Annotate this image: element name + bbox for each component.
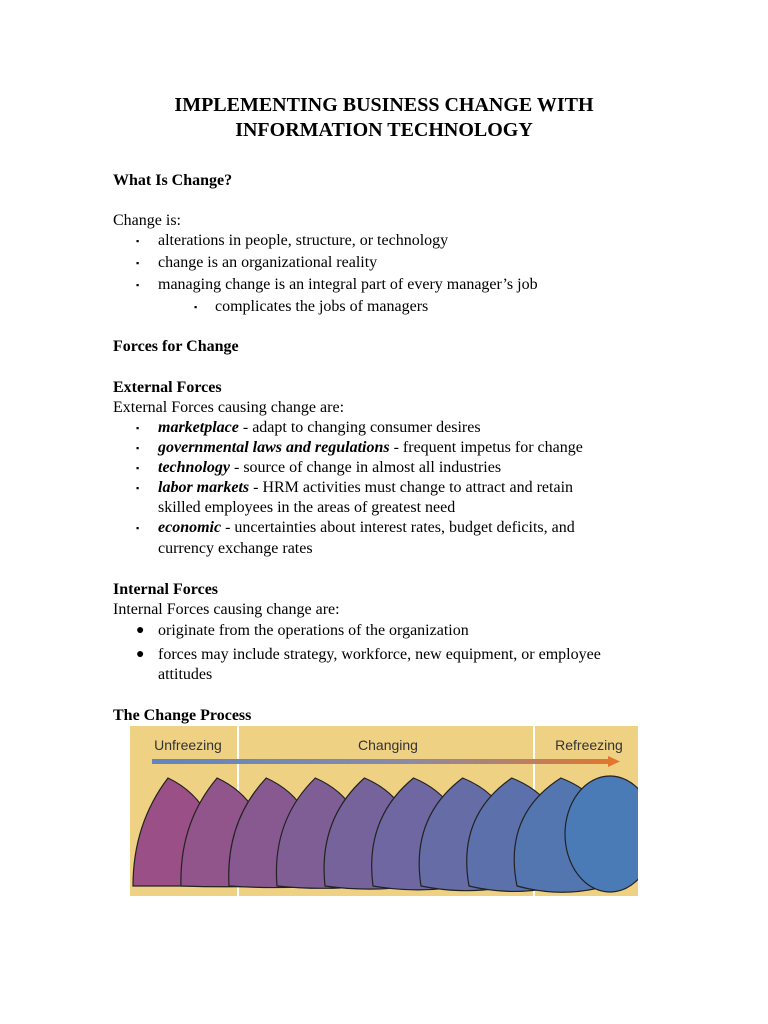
external-term: governmental laws and regulations — [158, 439, 390, 456]
bullet-square-icon: ▪ — [136, 280, 140, 290]
internal-intro: Internal Forces causing change are: — [113, 601, 340, 618]
external-item-economic — [158, 518, 575, 538]
document-title — [0, 93, 768, 143]
external-desc: - source of change in almost all industries — [230, 459, 502, 476]
morphing-shapes — [133, 776, 638, 892]
external-intro: External Forces causing change are: — [113, 399, 345, 416]
bullet-square-icon: ▪ — [136, 236, 140, 246]
external-item-economic-cont: currency exchange rates — [158, 540, 313, 557]
external-item-labor — [158, 478, 573, 498]
external-desc: - HRM activities must change to attract and retain — [249, 479, 574, 496]
heading-forces-for-change: Forces for Change — [113, 338, 239, 355]
label-changing: Changing — [358, 737, 418, 753]
progress-arrow-shaft — [152, 759, 612, 764]
external-term: economic — [158, 519, 222, 536]
bullet-square-icon: ▪ — [136, 423, 140, 433]
title-line-2: INFORMATION TECHNOLOGY — [235, 119, 533, 141]
external-desc: - frequent impetus for change — [389, 439, 583, 456]
change-item-2: change is an organizational reality — [158, 254, 378, 271]
external-term: labor markets — [158, 479, 250, 496]
external-term: marketplace — [158, 419, 239, 436]
change-process-figure — [130, 726, 638, 896]
change-item-3: managing change is an integral part of every manager’s job — [158, 276, 538, 293]
heading-change-process: The Change Process — [113, 707, 252, 724]
external-item-marketplace — [158, 418, 481, 438]
bullet-square-icon: ▪ — [136, 443, 140, 453]
label-unfreezing: Unfreezing — [154, 737, 222, 753]
heading-external-forces: External Forces — [113, 379, 222, 396]
bullet-square-icon: ▪ — [136, 483, 140, 493]
internal-item-2: forces may include strategy, workforce, new equipment, or employee — [158, 646, 601, 663]
bullet-round-icon: ● — [136, 647, 145, 662]
external-item-labor-cont: skilled employees in the areas of greatest need — [158, 499, 456, 516]
external-desc: - uncertainties about interest rates, budget deficits, and — [221, 519, 575, 536]
bullet-square-icon: ▪ — [136, 523, 140, 533]
bullet-square-icon: ▪ — [136, 463, 140, 473]
change-item-1: alterations in people, structure, or technology — [158, 232, 449, 249]
external-term: technology — [158, 459, 230, 476]
title-line-1: IMPLEMENTING BUSINESS CHANGE WITH — [174, 94, 594, 116]
heading-internal-forces: Internal Forces — [113, 581, 219, 598]
bullet-square-icon: ▪ — [194, 302, 198, 312]
label-refreezing: Refreezing — [555, 737, 623, 753]
external-item-laws — [158, 438, 583, 458]
bullet-square-icon: ▪ — [136, 258, 140, 268]
change-intro: Change is: — [113, 212, 181, 229]
external-desc: - adapt to changing consumer desires — [238, 419, 481, 436]
heading-what-is-change: What Is Change? — [113, 172, 233, 189]
external-item-technology — [158, 458, 501, 478]
internal-item-1: originate from the operations of the organization — [158, 622, 469, 639]
change-sub-item: complicates the jobs of managers — [215, 298, 429, 315]
internal-item-2-cont: attitudes — [158, 666, 213, 683]
bullet-round-icon: ● — [136, 623, 145, 638]
